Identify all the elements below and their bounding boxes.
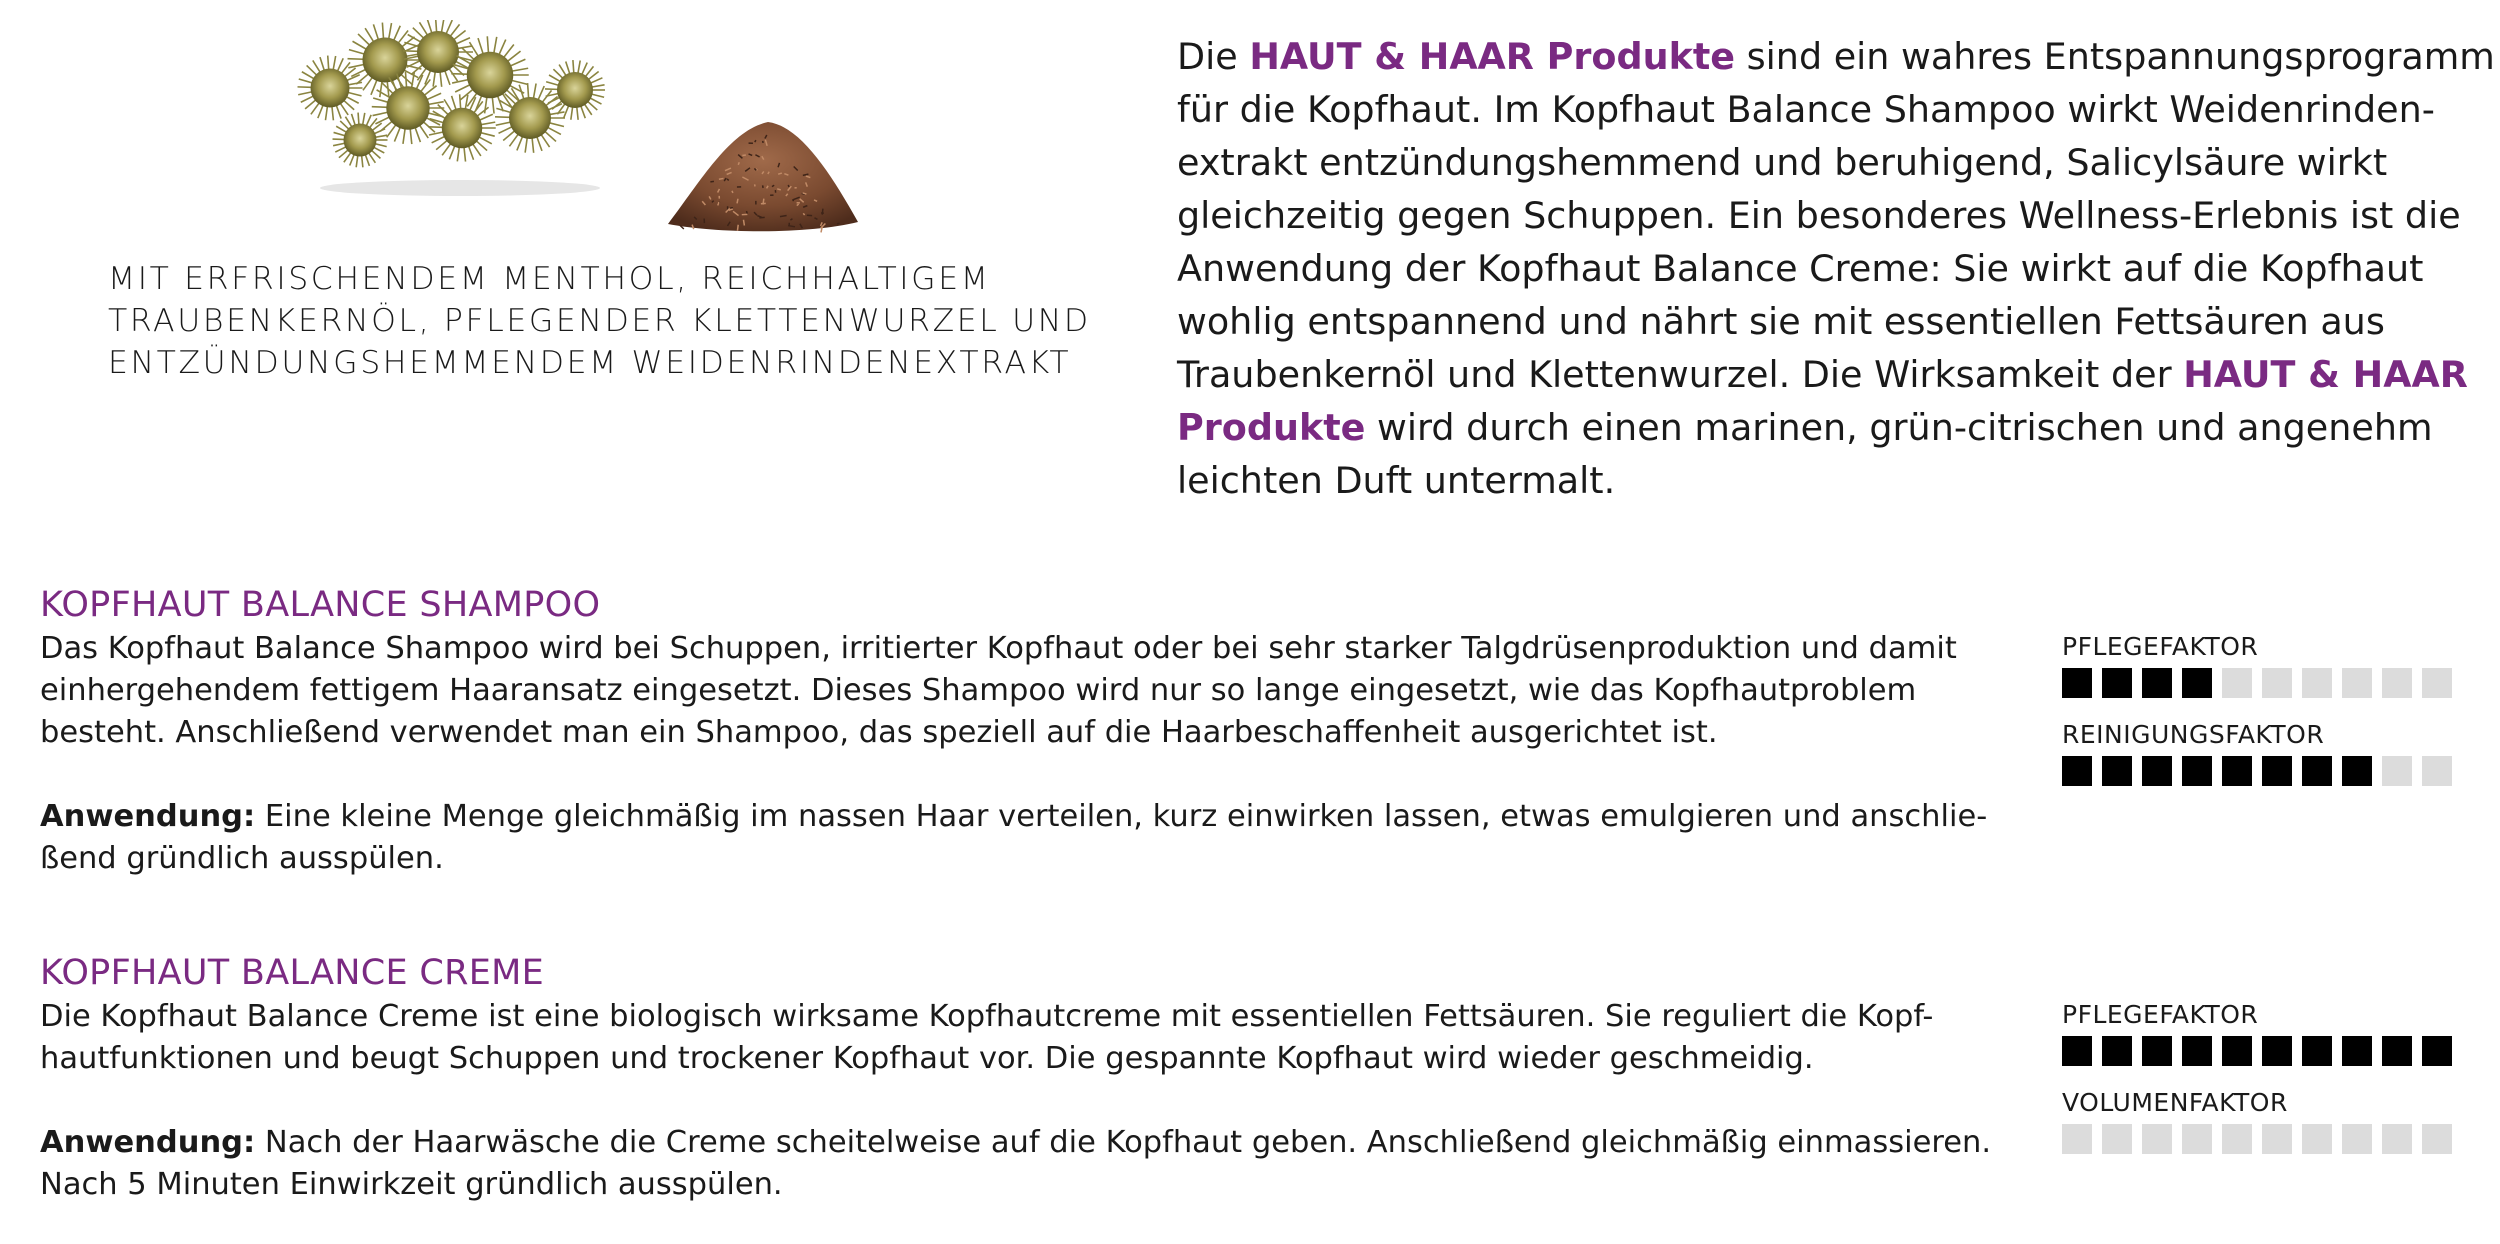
product-title: KOPFHAUT BALANCE CREME xyxy=(40,953,545,993)
caption-line: MIT ERFRISCHENDEM MENTHOL, REICHHALTIGEM xyxy=(108,261,991,297)
burdock-burrs-image xyxy=(290,20,620,200)
product-description xyxy=(40,628,1988,880)
ingredients-caption xyxy=(108,258,1108,384)
rating-square-filled xyxy=(2062,756,2092,786)
rating-square-empty xyxy=(2062,1124,2092,1154)
rating-scale xyxy=(2062,668,2452,698)
rating-square-empty xyxy=(2302,1124,2332,1154)
rating-label: VOLUMENFAKTOR xyxy=(2062,1088,2288,1117)
product-description xyxy=(40,996,1992,1206)
rating-square-filled xyxy=(2102,756,2132,786)
intro-text: wird durch einen marinen, grün-citrischen und angenehm xyxy=(1365,406,2433,449)
rating-label: REINIGUNGSFAKTOR xyxy=(2062,720,2325,749)
rating-square-filled xyxy=(2182,1036,2212,1066)
usage-line xyxy=(40,796,1988,838)
rating-square-empty xyxy=(2222,1124,2252,1154)
rating-scale xyxy=(2062,1124,2452,1154)
description-line: Das Kopfhaut Balance Shampoo wird bei Schuppen, irritierter Kopfhaut oder bei sehr starker Talgdrüsenproduktion und damit xyxy=(40,631,1957,666)
product-creme xyxy=(40,950,1992,1206)
intro-line: extrakt entzündungshemmend und beruhigend, Salicylsäure wirkt xyxy=(1177,141,2388,184)
rating-square-filled xyxy=(2062,668,2092,698)
intro-line xyxy=(1177,30,2495,83)
intro-line xyxy=(1177,401,2433,454)
rating-square-filled xyxy=(2342,756,2372,786)
intro-line: leichten Duft untermalt. xyxy=(1177,459,1616,502)
caption-line: ENTZÜNDUNGSHEMMENDEM WEIDENRINDENEXTRAKT xyxy=(108,345,1072,381)
usage-label: Anwendung: xyxy=(40,1125,256,1160)
rating-square-filled xyxy=(2102,1036,2132,1066)
rating-square-empty xyxy=(2422,668,2452,698)
intro-text: Die xyxy=(1177,35,1250,78)
rating-square-filled xyxy=(2302,1036,2332,1066)
rating-scale xyxy=(2062,756,2452,786)
brand-name: HAUT & HAAR xyxy=(2183,353,2468,396)
usage-text: Nach der Haarwäsche die Creme scheitelweise auf die Kopfhaut geben. Anschließend gleichmäßig einmassieren. xyxy=(255,1125,1992,1160)
rating-square-empty xyxy=(2382,1124,2412,1154)
brand-name: Produkte xyxy=(1177,406,1366,449)
rating-square-filled xyxy=(2182,668,2212,698)
rating-square-filled xyxy=(2262,756,2292,786)
product-title: KOPFHAUT BALANCE SHAMPOO xyxy=(40,585,601,625)
rating-volumenfaktor xyxy=(2062,1088,2452,1154)
rating-square-filled xyxy=(2142,756,2172,786)
rating-square-empty xyxy=(2102,1124,2132,1154)
usage-text: Eine kleine Menge gleichmäßig im nassen Haar verteilen, kurz einwirken lassen, etwas emulgieren und anschlie- xyxy=(255,799,1988,834)
rating-square-empty xyxy=(2422,756,2452,786)
intro-line: gleichzeitig gegen Schuppen. Ein besonderes Wellness-Erlebnis ist die xyxy=(1177,194,2461,237)
rating-square-empty xyxy=(2302,668,2332,698)
intro-line: Anwendung der Kopfhaut Balance Creme: Sie wirkt auf die Kopfhaut xyxy=(1177,247,2424,290)
rating-square-filled xyxy=(2262,1036,2292,1066)
rating-label: PFLEGEFAKTOR xyxy=(2062,1000,2259,1029)
description-line: einhergehendem fettigem Haaransatz eingesetzt. Dieses Shampoo wird nur so lange eingesetzt, wie das Kopfhautproblem xyxy=(40,673,1917,708)
rating-square-empty xyxy=(2422,1124,2452,1154)
usage-line xyxy=(40,1122,1992,1164)
usage-label: Anwendung: xyxy=(40,799,256,834)
description-line: besteht. Anschließend verwendet man ein Shampoo, das speziell auf die Haarbeschaffenheit ausgerichtet ist. xyxy=(40,715,1718,750)
brand-name: HAUT & HAAR Produkte xyxy=(1249,35,1736,78)
rating-square-filled xyxy=(2102,668,2132,698)
rating-square-filled xyxy=(2342,1036,2372,1066)
rating-square-empty xyxy=(2222,668,2252,698)
rating-pflegefaktor xyxy=(2062,1000,2452,1066)
intro-paragraph xyxy=(1177,30,2495,507)
description-line: hautfunktionen und beugt Schuppen und trockener Kopfhaut vor. Die gespannte Kopfhaut wird wieder geschmeidig. xyxy=(40,1041,1814,1076)
rating-square-empty xyxy=(2342,668,2372,698)
rating-square-empty xyxy=(2262,1124,2292,1154)
rating-square-empty xyxy=(2262,668,2292,698)
rating-label: PFLEGEFAKTOR xyxy=(2062,632,2259,661)
intro-line xyxy=(1177,348,2468,401)
rating-square-empty xyxy=(2382,756,2412,786)
rating-reinigungsfaktor xyxy=(2062,720,2452,786)
rating-square-filled xyxy=(2382,1036,2412,1066)
rating-square-empty xyxy=(2182,1124,2212,1154)
rating-square-filled xyxy=(2302,756,2332,786)
rating-square-empty xyxy=(2342,1124,2372,1154)
rating-square-empty xyxy=(2382,668,2412,698)
product-shampoo xyxy=(40,582,1988,880)
rating-square-filled xyxy=(2222,756,2252,786)
intro-text: sind ein wahres Entspannungsprogramm xyxy=(1735,35,2495,78)
intro-line: für die Kopfhaut. Im Kopfhaut Balance Shampoo wirkt Weidenrinden- xyxy=(1177,88,2435,131)
usage-line: ßend gründlich ausspülen. xyxy=(40,841,444,876)
rating-square-filled xyxy=(2222,1036,2252,1066)
willow-bark-pile-image xyxy=(660,112,865,237)
rating-pflegefaktor xyxy=(2062,632,2452,698)
rating-square-filled xyxy=(2182,756,2212,786)
intro-line: wohlig entspannend und nährt sie mit essentiellen Fettsäuren aus xyxy=(1177,300,2385,343)
caption-line: TRAUBENKERNÖL, PFLEGENDER KLETTENWURZEL UND xyxy=(108,303,1091,339)
rating-scale xyxy=(2062,1036,2452,1066)
rating-square-filled xyxy=(2062,1036,2092,1066)
description-line: Die Kopfhaut Balance Creme ist eine biologisch wirksame Kopfhautcreme mit essentiellen Fettsäuren. Sie reguliert die Kopf- xyxy=(40,999,1934,1034)
intro-text: Traubenkernöl und Klettenwurzel. Die Wirksamkeit der xyxy=(1177,353,2184,396)
rating-square-empty xyxy=(2142,1124,2172,1154)
rating-square-filled xyxy=(2142,668,2172,698)
rating-square-filled xyxy=(2422,1036,2452,1066)
rating-square-filled xyxy=(2142,1036,2172,1066)
usage-line: Nach 5 Minuten Einwirkzeit gründlich ausspülen. xyxy=(40,1167,783,1202)
